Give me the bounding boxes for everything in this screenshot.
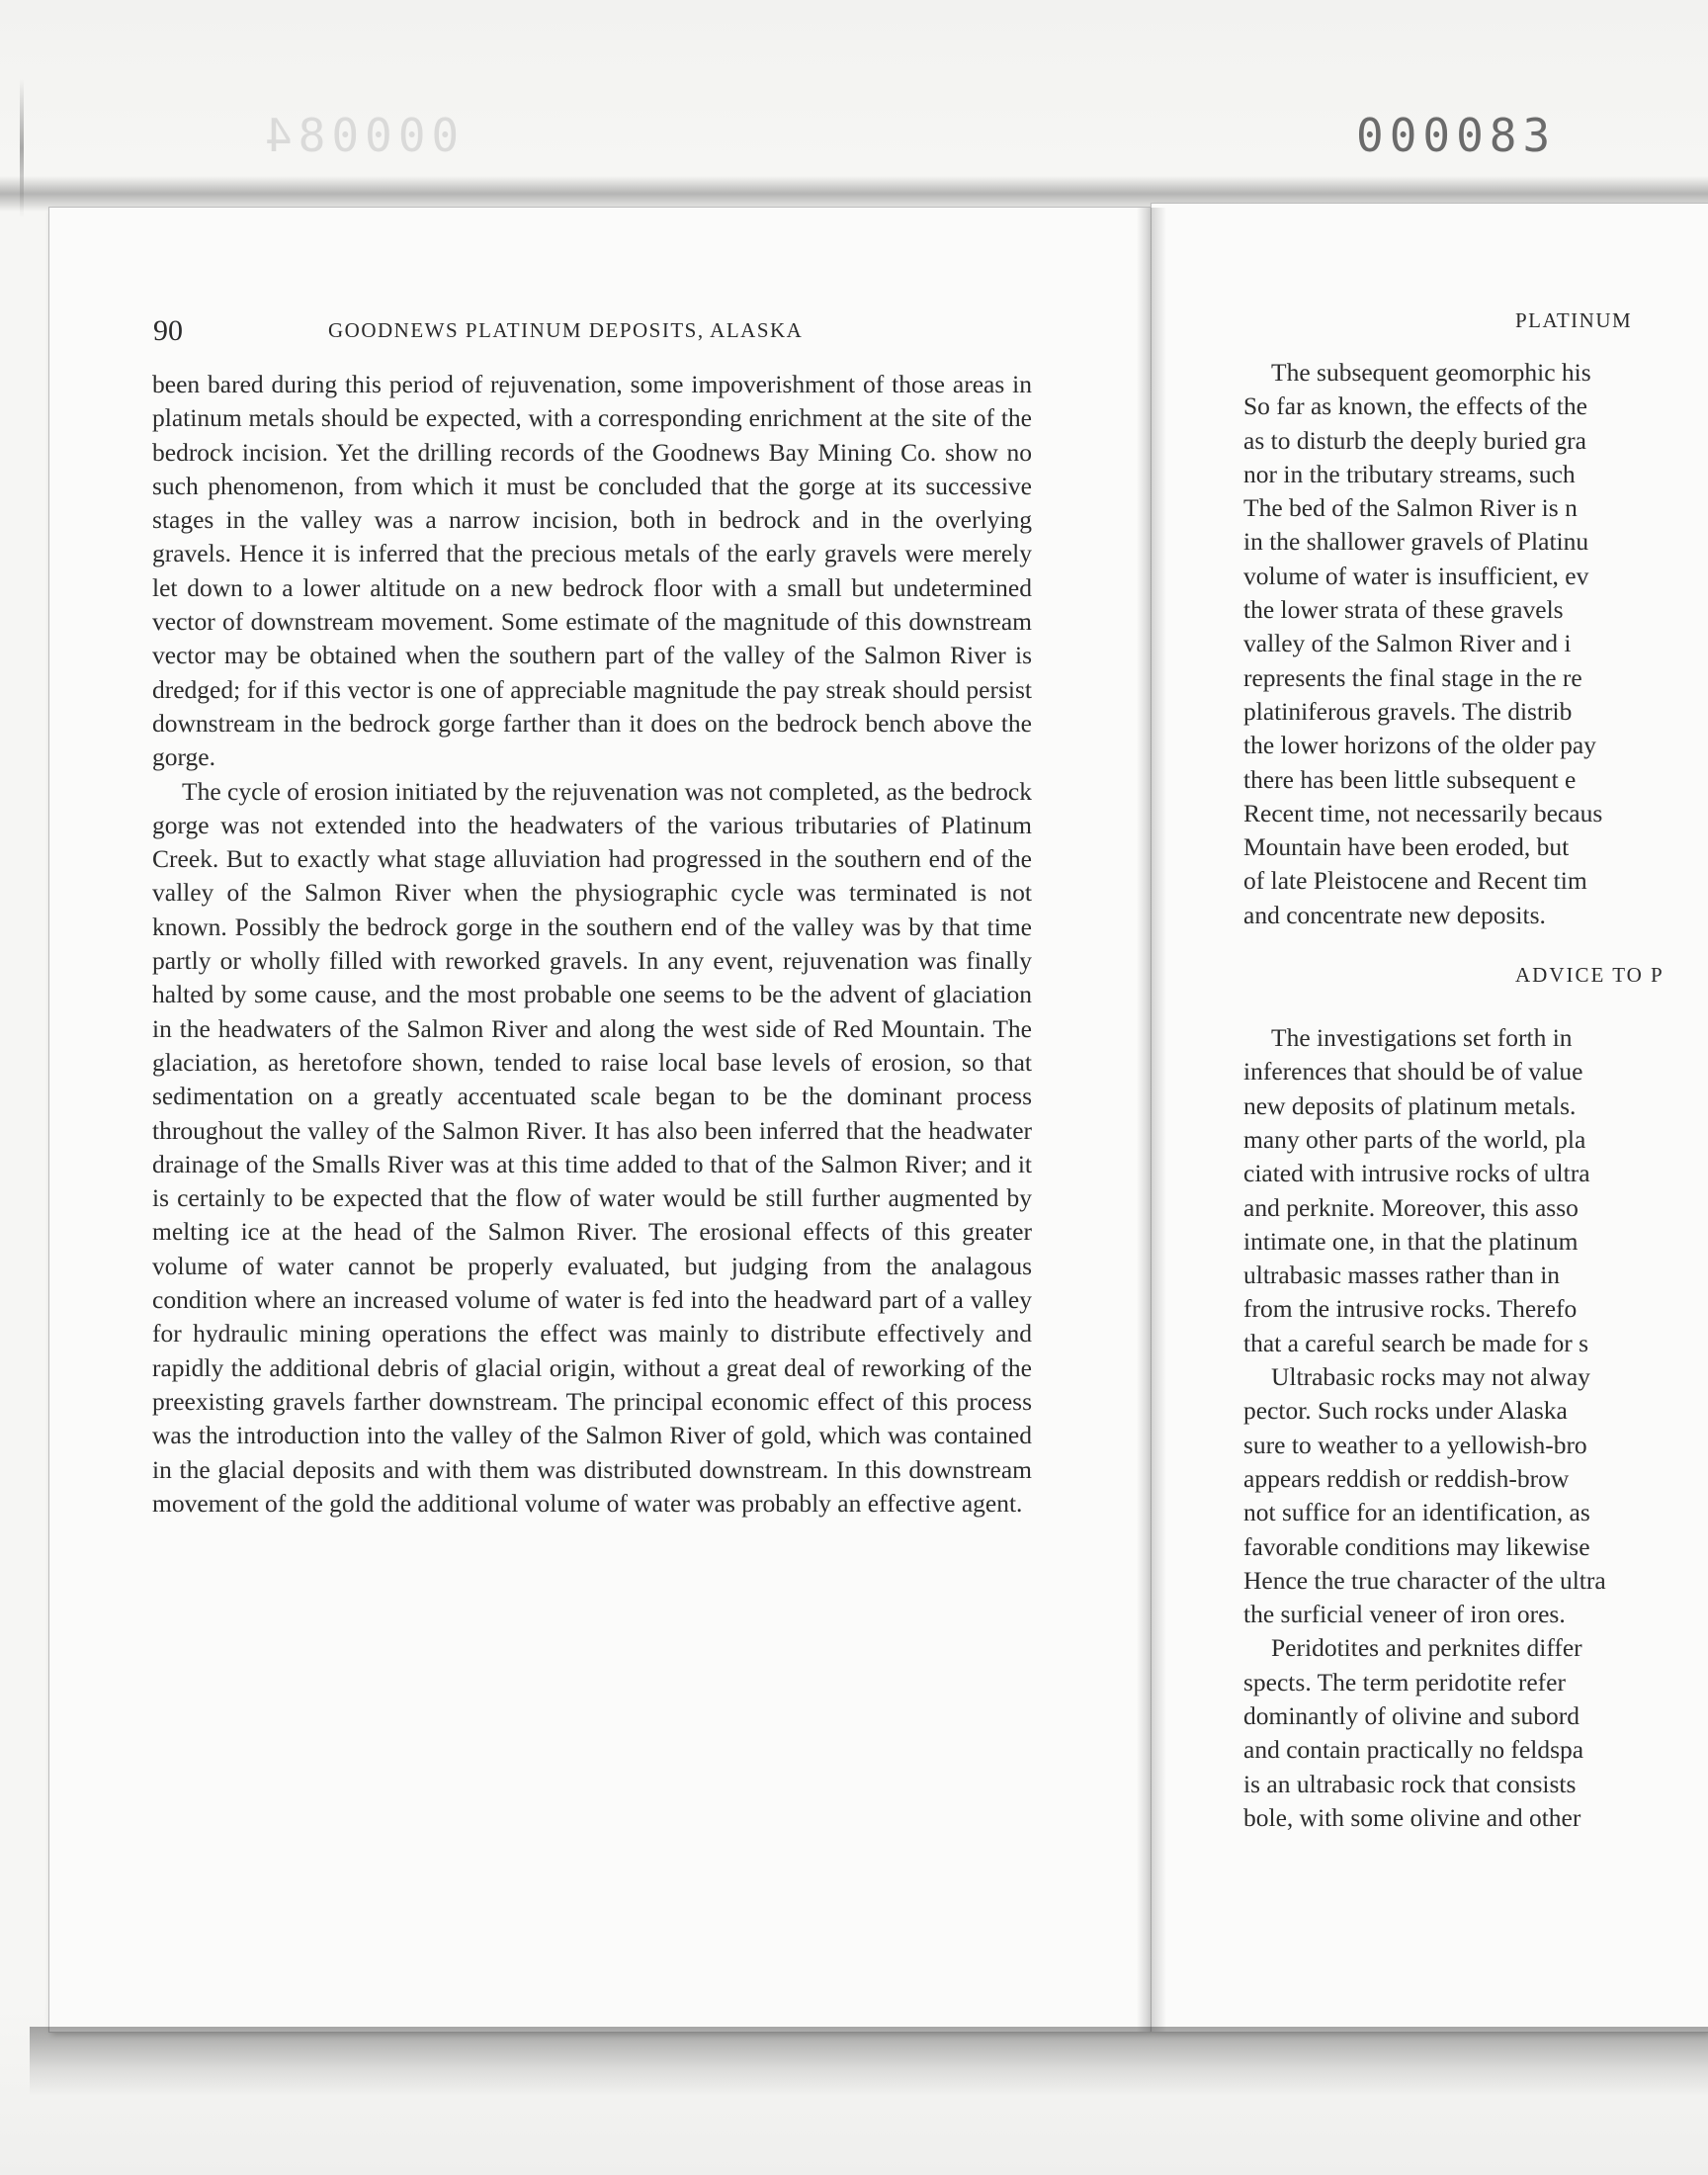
text-line: new deposits of platinum metals. [1243,1090,1577,1120]
section-heading: ADVICE TO P [1515,963,1665,988]
text-line: that a careful search be made for s [1243,1328,1589,1357]
text-line: Peridotites and perknites differ [1271,1633,1582,1663]
text-line: inferences that should be of value [1243,1057,1583,1087]
right-lines-before-heading [1243,356,1708,932]
right-lines-after-heading [1243,1021,1708,1835]
text-line: many other parts of the world, pla [1243,1124,1586,1154]
text-line: bole, with some olivine and other [1243,1802,1581,1832]
text-line: and perknite. Moreover, this asso [1243,1192,1579,1222]
left-page [49,208,1152,2032]
text-line: ultrabasic masses rather than in [1243,1261,1561,1290]
text-line: the lower strata of these gravels [1243,595,1564,625]
text-line: nor in the tributary streams, such [1243,459,1576,488]
text-line: Recent time, not necessarily becaus [1243,798,1603,827]
text-line: intimate one, in that the platinum [1243,1226,1579,1256]
text-line: is an ultrabasic rock that consists [1243,1769,1577,1798]
ghost-stamp-number: 000084 [259,109,460,162]
text-line: the surficial veneer of iron ores. [1243,1600,1566,1629]
page-number: 90 [153,314,183,347]
book-gutter [1137,208,1166,2032]
right-page [1152,204,1708,2032]
text-line: favorable conditions may likewise [1243,1531,1590,1561]
text-line: valley of the Salmon River and i [1243,629,1572,658]
text-line: So far as known, the effects of the [1243,392,1587,421]
text-line: represents the final stage in the re [1243,662,1582,692]
text-line: The bed of the Salmon River is n [1243,493,1578,523]
text-line: and contain practically no feldspa [1243,1735,1584,1765]
text-line: as to disturb the deeply buried gra [1243,425,1586,455]
text-line: ciated with intrusive rocks of ultra [1243,1159,1590,1188]
running-head: GOODNEWS PLATINUM DEPOSITS, ALASKA [328,318,804,342]
text-line: appears reddish or reddish-brow [1243,1463,1570,1493]
text-line: not suffice for an identification, as [1243,1498,1590,1527]
text-line: from the intrusive rocks. Therefo [1243,1294,1578,1324]
text-line: sure to weather to a yellowish-bro [1243,1430,1587,1459]
text-line: The investigations set forth in [1271,1023,1573,1053]
text-line: there has been little subsequent e [1243,764,1577,794]
text-line: in the shallower gravels of Platinu [1243,527,1589,557]
text-line: The subsequent geomorphic his [1271,358,1591,387]
paragraph: The cycle of erosion initiated by the rejuvenation was not completed, as the bedrock gorge was not extended into the headwaters of the various tributaries of Platinum Creek. But to exactly what stage alluviation had progressed in the southern end of the valley of the Salmon River when the physiographic cycle was terminated is not known. Possibly the bedrock gorge in the southern end of the valley was by that time partly or wholly filled with reworked gravels. In any event, rejuvenation was finally halted by some cause, and the most probable one seems to be the advent of glaciation in the headwaters of the Salmon River and along the west side of Red Mountain. The glaciation, as heretofore shown, tended to raise local base levels of erosion, so that sedimentation on a greatly accentuated scale began to be the dominant process throughout the valley of the Salmon River. It has also been inferred that the headwater drainage of the Smalls River was at this time added to that of the Salmon River; and it is certainly to be expected that the flow of water would be still further augmented by melting ice at the head of the Salmon River. The erosional effects of this greater volume of water cannot be properly evaluated, but judging from the analagous condition where an increased volume of water is fed into the headward part of a valley for hydraulic mining operations the effect was mainly to distribute effectively and rapidly the additional debris of glacial origin, without a great deal of reworking of the preexisting gravels farther downstream. The principal economic effect of this process was the introduction into the valley of the Salmon River of gold, which was contained in the glacial deposits and with them was distributed downstream. In this downstream movement of the gold the additional volume of water was probably an effective agent. [152,776,1032,1518]
left-text-column [152,368,1032,1521]
text-line: the lower horizons of the older pay [1243,731,1596,760]
right-text-column [1243,356,1708,1835]
text-line: platiniferous gravels. The distrib [1243,696,1573,726]
paragraph: been bared during this period of rejuvenation, some impoverishment of those areas in platinum metals should be expected, with a corresponding enrichment at the site of the bedrock incision. Yet the drilling records of the Goodnews Bay Mining Co. show no such phenomenon, from which it must be concluded that the gorge at its successive stages in the valley was a narrow incision, both in bedrock and in the overlying gravels. Hence it is inferred that the precious metals of the early gravels were merely let down to a lower altitude on a new bedrock floor with a small but undetermined vector of downstream movement. Some estimate of the magnitude of this downstream vector may be obtained when the southern part of the valley of the Salmon River is dredged; for if this vector is one of appreciable magnitude the pay streak should persist downstream in the bedrock gorge farther than it does on the bedrock bench above the gorge. [152,370,1032,772]
text-line: Hence the true character of the ultra [1243,1565,1606,1595]
document-stamp-number: 000083 [1356,109,1557,162]
right-running-head: PLATINUM [1515,308,1633,332]
text-line: and concentrate new deposits. [1243,900,1546,929]
text-line: of late Pleistocene and Recent tim [1243,866,1587,896]
text-line: Ultrabasic rocks may not alway [1271,1362,1590,1392]
text-line: Mountain have been eroded, but [1243,832,1570,862]
text-line: pector. Such rocks under Alaska [1243,1396,1568,1426]
scan-shadow-bottom [30,2027,1708,2096]
text-line: volume of water is insufficient, ev [1243,561,1589,590]
text-line: dominantly of olivine and subord [1243,1700,1580,1730]
text-line: spects. The term peridotite refer [1243,1667,1566,1696]
